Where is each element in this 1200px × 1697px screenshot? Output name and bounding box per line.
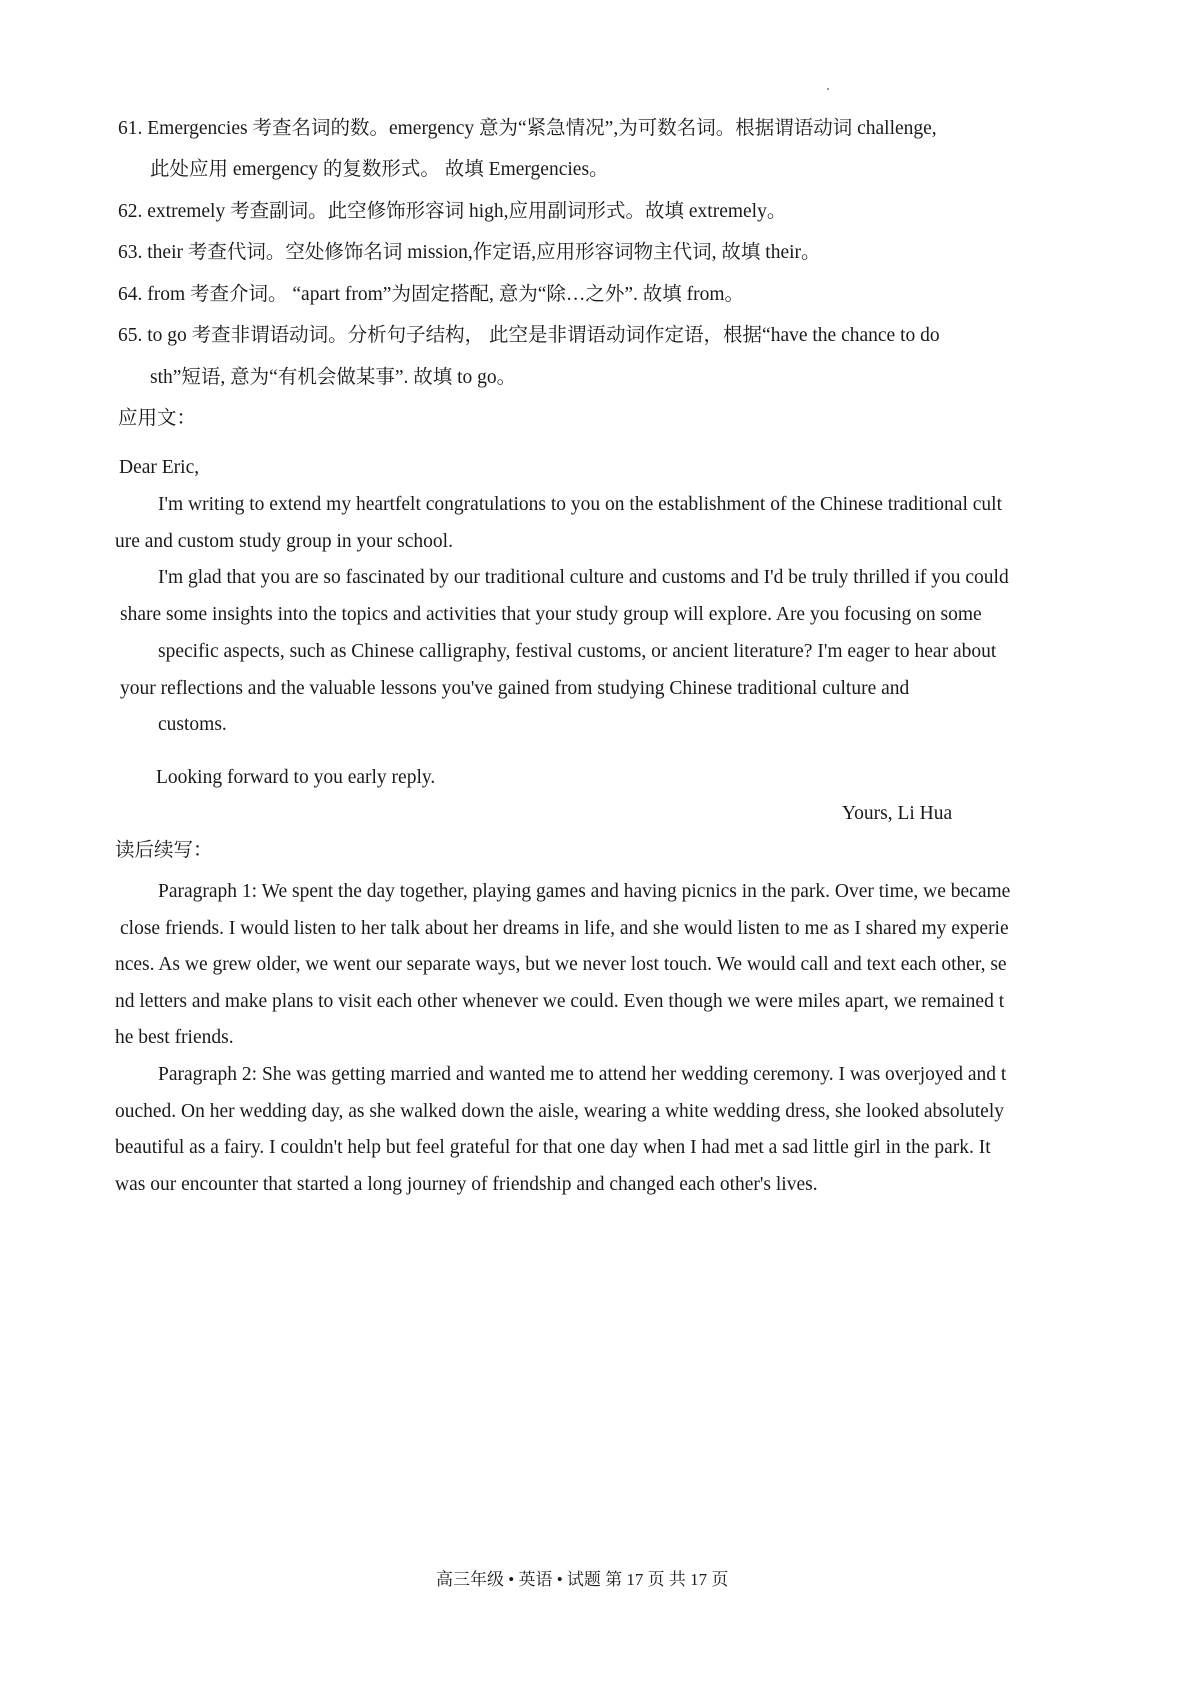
letter-line: I'm writing to extend my heartfelt congratulations to you on the establishment of the Chinese traditional cult	[158, 494, 1002, 515]
page-footer: 高三年级 • 英语 • 试题 第 17 页 共 17 页	[436, 1570, 729, 1589]
letter-line: share some insights into the topics and activities that your study group will explore. Are you focusing on some	[120, 604, 982, 625]
letter-line: I'm glad that you are so fascinated by our traditional culture and customs and I'd be truly thrilled if you could	[158, 567, 1009, 588]
continuation-line: nces. As we grew older, we went our separate ways, but we never lost touch. We would call and text each other, se	[115, 954, 1007, 975]
continuation-line: Paragraph 2: She was getting married and wanted me to attend her wedding ceremony. I was overjoyed and t	[158, 1064, 1007, 1085]
letter-line: your reflections and the valuable lessons you've gained from studying Chinese traditional culture and	[120, 678, 910, 699]
letter-greeting: Dear Eric,	[119, 457, 200, 478]
letter-heading: 应用文：	[118, 408, 197, 429]
answer-63: 63. their 考查代词。空处修饰名词 mission,作定语,应用形容词物主代词, 故填 their。	[118, 242, 821, 263]
answer-61-line-2: 此处应用 emergency 的复数形式。 故填 Emergencies。	[150, 159, 609, 180]
letter-line: specific aspects, such as Chinese calligraphy, festival customs, or ancient literature? I'm eager to hear about	[158, 641, 997, 662]
answer-64: 64. from 考查介词。 “apart from”为固定搭配, 意为“除…之外”. 故填 from。	[118, 284, 745, 305]
letter-line: customs.	[158, 714, 227, 735]
continuation-line: ouched. On her wedding day, as she walked down the aisle, wearing a white wedding dress, she looked absolutely	[115, 1101, 1005, 1122]
continuation-line: beautiful as a fairy. I couldn't help but feel grateful for that one day when I had met a sad little girl in the park. It	[115, 1137, 991, 1158]
continuation-line: nd letters and make plans to visit each other whenever we could. Even though we were miles apart, we remained t	[115, 991, 1005, 1012]
continuation-line: he best friends.	[115, 1027, 234, 1048]
answer-65-line-2: sth”短语, 意为“有机会做某事”. 故填 to go。	[150, 367, 517, 388]
scan-dot	[827, 88, 829, 90]
answer-65-line-1: 65. to go 考查非谓语动词。分析句子结构， 此空是非谓语动词作定语，根据“have the chance to do	[118, 325, 940, 346]
letter-closing: Looking forward to you early reply.	[156, 767, 436, 788]
continuation-heading: 读后续写：	[115, 840, 213, 861]
answer-62: 62. extremely 考查副词。此空修饰形容词 high,应用副词形式。故填 extremely。	[118, 201, 787, 222]
answer-61-line-1: 61. Emergencies 考查名词的数。emergency 意为“紧急情况”,为可数名词。根据谓语动词 challenge,	[118, 118, 937, 139]
letter-signature: Yours, Li Hua	[842, 803, 953, 824]
continuation-line: Paragraph 1: We spent the day together, playing games and having picnics in the park. Over time, we became	[158, 881, 1011, 902]
letter-line: ure and custom study group in your school.	[115, 531, 453, 552]
continuation-line: was our encounter that started a long journey of friendship and changed each other's lives.	[115, 1174, 818, 1195]
continuation-line: close friends. I would listen to her talk about her dreams in life, and she would listen to me as I shared my experie	[120, 918, 1009, 939]
